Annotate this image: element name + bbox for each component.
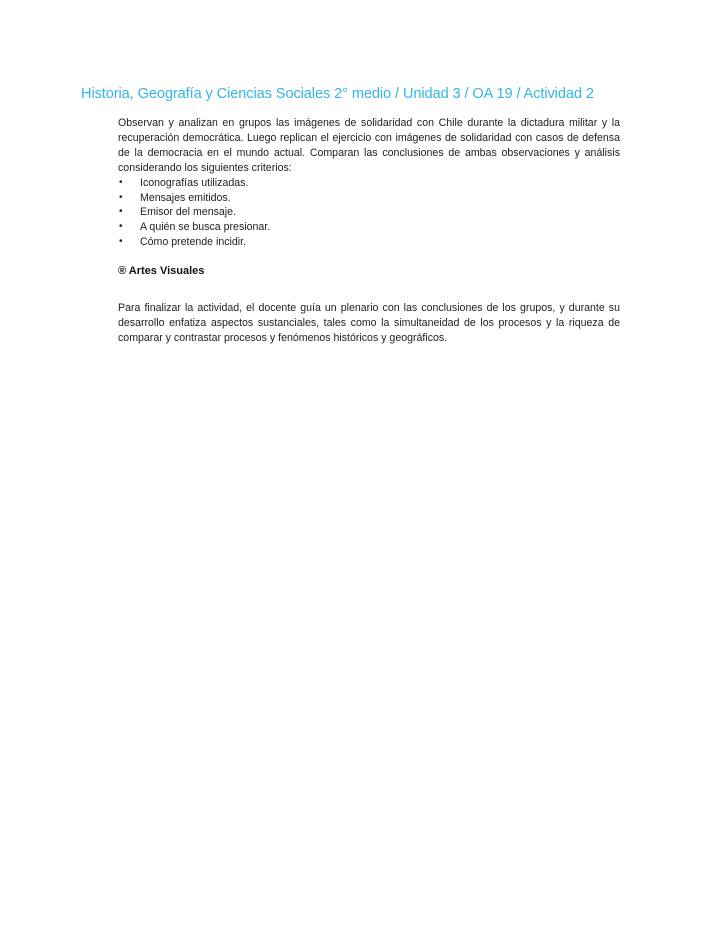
bullet-icon: • (119, 177, 123, 188)
criteria-item-text: A quién se busca presionar. (140, 221, 271, 234)
closing-paragraph: Para finalizar la actividad, el docente guía un plenario con las conclusiones de los grupos, y durante su desarrollo enfatiza aspectos sustanciales, tales como la simultaneidad de los procesos y la riqueza de comparar y contrastar procesos y fenómenos históricos y geográficos. (118, 301, 620, 344)
criteria-list (118, 176, 620, 250)
criteria-item (118, 191, 620, 206)
criteria-item (118, 176, 620, 191)
registered-icon: ® (118, 264, 127, 277)
bullet-icon: • (119, 235, 123, 247)
criteria-item-text: Cómo pretende incidir. (140, 235, 246, 248)
criteria-item (118, 235, 620, 250)
document-body (118, 116, 620, 346)
criteria-item-text: Iconografías utilizadas. (140, 177, 249, 189)
document-title: Historia, Geografía y Ciencias Sociales 2° medio / Unidad 3 / OA 19 / Actividad 2 (81, 86, 594, 102)
criteria-item (118, 205, 620, 220)
section-heading (118, 264, 620, 279)
intro-paragraph: Observan y analizan en grupos las imágenes de solidaridad con Chile durante la dictadura militar y la recuperación democrática. Luego replican el ejercicio con imágenes de solidaridad con casos de defensa de la democracia en el mundo actual. Comparan las conclusiones de ambas observaciones y análisis considerando los siguientes criterios: (118, 117, 620, 174)
bullet-icon: • (119, 221, 123, 233)
bullet-icon: • (119, 191, 123, 203)
criteria-item-text: Mensajes emitidos. (140, 191, 231, 204)
criteria-item (118, 220, 620, 235)
bullet-icon: • (119, 206, 123, 218)
criteria-item-text: Emisor del mensaje. (140, 206, 236, 219)
section-heading-label: Artes Visuales (128, 264, 205, 277)
